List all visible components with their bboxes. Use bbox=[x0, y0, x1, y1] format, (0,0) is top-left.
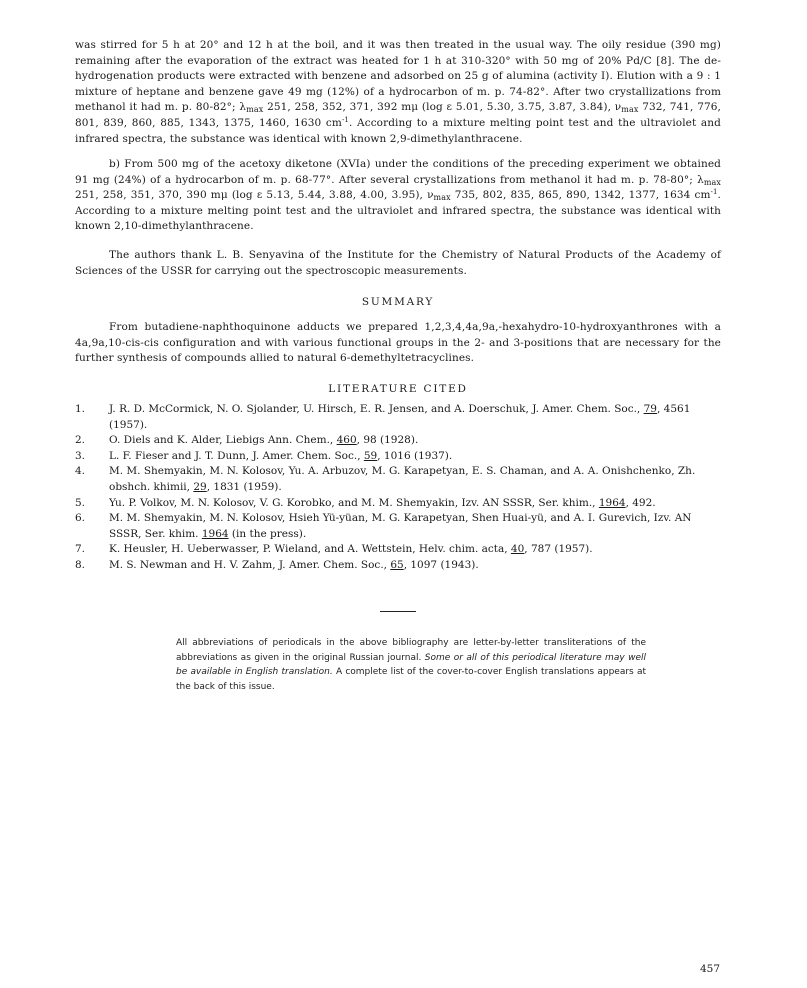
bibliography-footnote bbox=[176, 636, 646, 694]
text-run: b) From 500 mg of the acetoxy diketone (XVIa) under the conditions of the preceding experiment we obtained 91 mg (24%) of a hydrocarbon of m. p. 68-77°. After several crystallizations from methanol it had m. p. 78-80°; bbox=[75, 158, 721, 186]
page-number: 457 bbox=[700, 963, 721, 975]
reference-volume: 29 bbox=[193, 480, 207, 493]
literature-cited-heading: LITERATURE CITED bbox=[328, 383, 468, 395]
summary-heading: SUMMARY bbox=[361, 296, 435, 308]
reference-item bbox=[75, 449, 721, 465]
reference-authors-journal: J. R. D. McCormick, N. O. Sjolander, U. Hirsch, E. R. Jensen, and A. Doerschuk, J. Amer. Chem. Soc., bbox=[109, 403, 644, 415]
nu-symbol: ν bbox=[427, 189, 434, 202]
text-run: . According to a mixture melting point test and the ultraviolet and infrared spectra, the substance was identical with known 2,10-dimethylanthracene. bbox=[75, 189, 721, 233]
reference-authors-journal: K. Heusler, H. Ueberwasser, P. Wieland, and A. Wettstein, Helv. chim. acta, bbox=[109, 543, 511, 556]
reference-number: 6. bbox=[75, 512, 86, 525]
reference-item bbox=[75, 402, 721, 433]
reference-volume: 1964 bbox=[598, 496, 626, 509]
reference-item bbox=[75, 433, 721, 449]
lambda-symbol: λ bbox=[697, 173, 704, 186]
footnote-italic-text: Some or all of this periodical literature may well be available in English translation. bbox=[176, 652, 646, 678]
reference-text bbox=[109, 433, 721, 449]
reference-item bbox=[75, 542, 721, 558]
reference-volume: 59 bbox=[363, 449, 378, 462]
superscript-exponent: -1 bbox=[341, 115, 349, 124]
reference-authors-journal: M. S. Newman and H. V. Zahm, J. Amer. Chem. Soc., bbox=[109, 558, 391, 571]
reference-number: 2. bbox=[75, 434, 86, 447]
reference-text bbox=[109, 496, 721, 512]
reference-text bbox=[109, 511, 721, 542]
nu-symbol: ν bbox=[614, 101, 622, 114]
superscript-exponent: -1 bbox=[710, 188, 718, 197]
subscript-max: max bbox=[246, 105, 264, 115]
reference-authors-journal: L. F. Fieser and J. T. Dunn, J. Amer. Chem. Soc., bbox=[109, 449, 364, 462]
text-run: 735, 802, 835, 865, 890, 1342, 1377, 1634 cm bbox=[450, 189, 711, 202]
summary-paragraph: From butadiene-naphthoquinone adducts we prepared 1,2,3,4,4a,9a,-hexahydro-10-hydroxyanthrones with a 4a,9a,10-cis-cis configuration and with various functional groups in the 2- and 3-positions that are necessary for the further synthesis of compounds allied to natural 6-demethyltetracyclines. bbox=[75, 321, 721, 365]
reference-pages-year: , 492. bbox=[625, 496, 656, 509]
experimental-paragraph-b bbox=[75, 157, 721, 235]
footnote-text: A complete list of the cover-to-cover English translations appears at the back of this issue. bbox=[176, 667, 646, 692]
reference-authors-journal: M. M. Shemyakin, M. N. Kolosov, Yu. A. Arbuzov, M. G. Karapetyan, E. S. Chaman, and A. A. Onishchenko, Zh. obshch. khimii, bbox=[109, 465, 696, 493]
reference-pages-year: (in the press). bbox=[228, 527, 307, 540]
reference-item bbox=[75, 511, 721, 542]
text-run: 251, 258, 351, 370, 390 mμ (log ε 5.13, 5.44, 3.88, 4.00, 3.95), bbox=[75, 189, 428, 202]
reference-text bbox=[109, 449, 721, 465]
reference-number: 7. bbox=[75, 543, 86, 556]
reference-volume: 460 bbox=[336, 434, 357, 447]
subscript-max: max bbox=[433, 193, 451, 203]
reference-pages-year: , 98 (1928). bbox=[356, 434, 419, 447]
reference-item bbox=[75, 558, 721, 574]
reference-item bbox=[75, 496, 721, 512]
reference-list bbox=[75, 402, 721, 574]
acknowledgment-paragraph: The authors thank L. B. Senyavina of the Institute for the Chemistry of Natural Products of the Academy of Sciences of the USSR for carrying out the spectroscopic measurements. bbox=[75, 249, 721, 277]
reference-authors-journal: M. M. Shemyakin, M. N. Kolosov, Hsieh Yü-yüan, M. G. Karapetyan, Shen Huai-yü, and A. I. Gurevich, Izv. AN SSSR, Ser. khim. bbox=[109, 512, 692, 540]
reference-text bbox=[109, 464, 721, 495]
reference-authors-journal: O. Diels and K. Alder, Liebigs Ann. Chem., bbox=[109, 434, 337, 447]
text-run: . According to a mixture melting point test and the ultraviolet and infrared spectra, the substance was identical with known 2,9-dimethylanthracene. bbox=[75, 116, 721, 145]
reference-number: 5. bbox=[75, 496, 86, 509]
reference-text bbox=[109, 558, 721, 574]
footnote-text: All abbreviations of periodicals in the above bibliography are letter-by-letter transliterations of the abbreviations as given in the original Russian journal. bbox=[176, 638, 646, 663]
reference-number: 8. bbox=[75, 558, 86, 571]
subscript-max: max bbox=[703, 177, 721, 187]
lambda-symbol: λ bbox=[239, 101, 247, 114]
reference-authors-journal: Yu. P. Volkov, M. N. Kolosov, V. G. Korobko, and M. M. Shemyakin, Izv. AN SSSR, Ser. khim., bbox=[109, 496, 599, 509]
reference-volume: 40 bbox=[510, 543, 525, 556]
subscript-max: max bbox=[621, 105, 639, 115]
text-run: was stirred for 5 h at 20° and 12 h at the boil, and it was then treated in the usual way. The oily residue (390 mg) remaining after the evaporation of the extract was heated for 1 h at 310-320° with 50 mg of 20% Pd/C [8]. The de-hydrogenation products were extracted with benzene and adsorbed on 25 g of alumina (activity I). Elution with a 9 : 1 mixture of heptane and benzene gave 49 mg (12%) of a hydrocarbon of m. p. 74-82°. After two crystallizations from methanol it had m. p. 80-82°; bbox=[75, 39, 721, 114]
reference-item bbox=[75, 464, 721, 495]
reference-pages-year: , 1831 (1959). bbox=[206, 480, 282, 493]
reference-pages-year: , 1016 (1937). bbox=[377, 449, 453, 462]
reference-pages-year: , 4561 (1957). bbox=[109, 403, 691, 431]
text-run: 251, 258, 352, 371, 392 mμ (log ε 5.01, 5.30, 3.75, 3.87, 3.84), bbox=[263, 101, 615, 114]
reference-volume: 1964 bbox=[201, 527, 229, 540]
reference-number: 1. bbox=[75, 403, 86, 415]
experimental-paragraph-a bbox=[75, 38, 721, 147]
reference-volume: 65 bbox=[390, 558, 404, 571]
reference-text bbox=[109, 542, 721, 558]
reference-number: 4. bbox=[75, 465, 86, 478]
reference-number: 3. bbox=[75, 449, 86, 462]
text-run: 732, 741, 776, 801, 839, 860, 885, 1343, 1375, 1460, 1630 cm bbox=[75, 101, 721, 129]
reference-text bbox=[109, 402, 721, 433]
reference-pages-year: , 1097 (1943). bbox=[403, 558, 479, 571]
reference-volume: 79 bbox=[643, 403, 657, 415]
section-divider bbox=[380, 611, 416, 612]
reference-pages-year: , 787 (1957). bbox=[524, 543, 593, 556]
